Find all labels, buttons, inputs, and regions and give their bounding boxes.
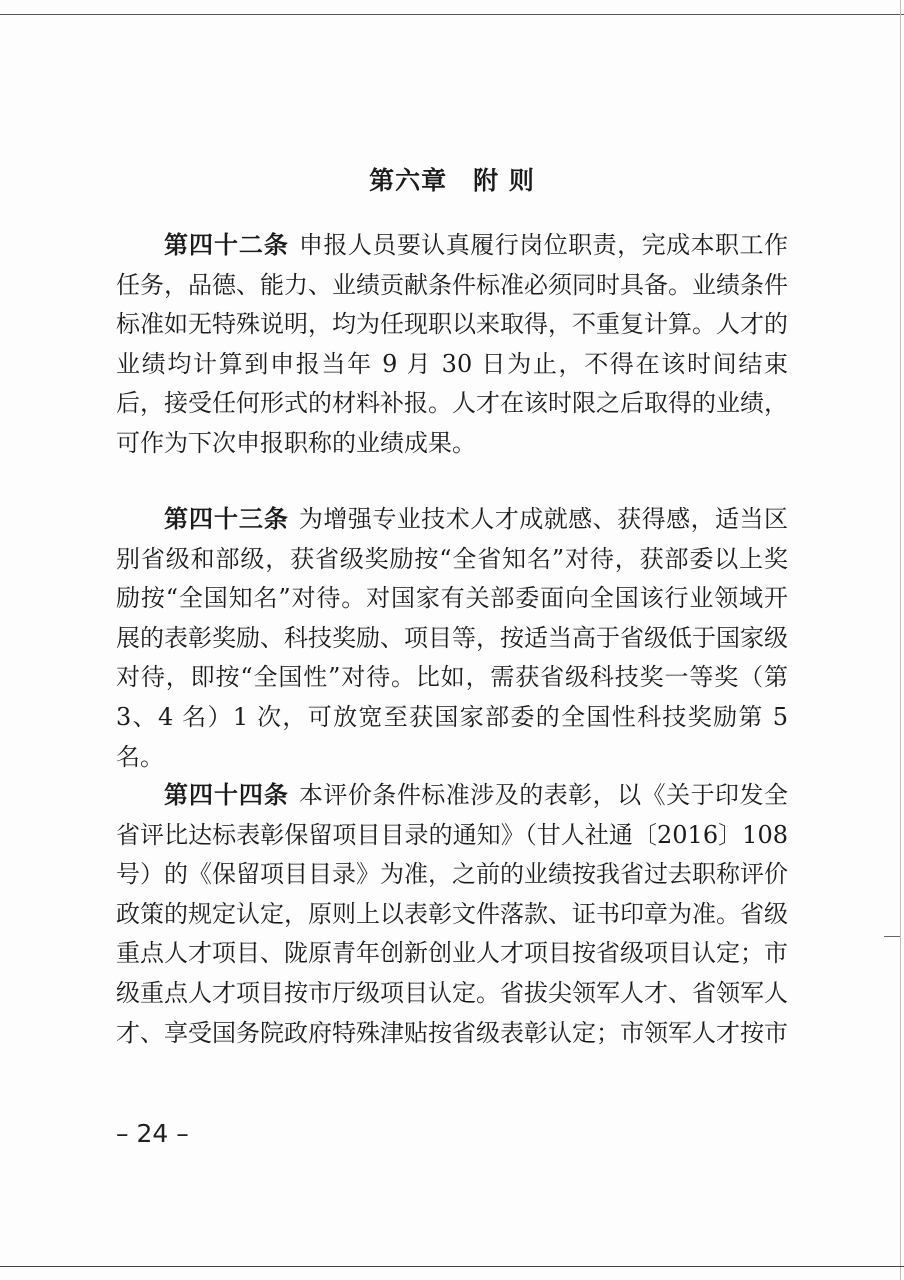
article-42-body: 申报人员要认真履行岗位职责，完成本职工作任务，品德、能力、业绩贡献条件标准必须同时具备。业绩条件标准如无特殊说明，均为任现职以来取得，不重复计算。人才的业绩均计算到申报当年 9 月 30 日为止，不得在该时间结束后，接受任何形式的材料补报。人才在该时限之后取得的业绩，可作为下次申报职称的业绩成果。: [116, 231, 789, 457]
article-44-heading: 第四十四条: [164, 781, 289, 809]
chapter-title: 第六章 附 则: [369, 166, 535, 195]
page-number: – 24 –: [116, 1119, 189, 1148]
article-44-body: 本评价条件标准涉及的表彰，以《关于印发全省评比达标表彰保留项目目录的通知》（甘人社通〔2016〕108 号）的《保留项目目录》为准，之前的业绩按我省过去职称评价政策的规定认定，原则上以表彰文件落款、证书印章为准。省级重点人才项目、陇原青年创新创业人才项目按省级项目认定；市级重点人才项目按市厅级项目认定。省拔尖领军人才、省领军人才、享受国务院政府特殊津贴按省级表彰认定；市领军人才按市: [116, 781, 789, 1047]
scan-edge-mark: [884, 936, 900, 937]
article-44: [116, 776, 788, 1053]
scan-top-border: [0, 14, 904, 15]
article-43-heading: 第四十三条: [164, 505, 289, 533]
article-43-body: 为增强专业技术人才成就感、获得感，适当区别省级和部级，获省级奖励按“全省知名”对待，获部委以上奖励按“全国知名”对待。对国家有关部委面向全国该行业领域开展的表彰奖励、科技奖励、项目等，按适当高于省级低于国家级对待，即按“全国性”对待。比如，需获省级科技奖一等奖（第 3、4 名）1 次，可放宽至获国家部委的全国性科技奖励第 5 名。: [116, 505, 789, 771]
article-42-heading: 第四十二条: [164, 231, 289, 259]
article-42: [116, 226, 788, 464]
article-43: [116, 500, 788, 777]
scan-bottom-border: [0, 1266, 904, 1267]
